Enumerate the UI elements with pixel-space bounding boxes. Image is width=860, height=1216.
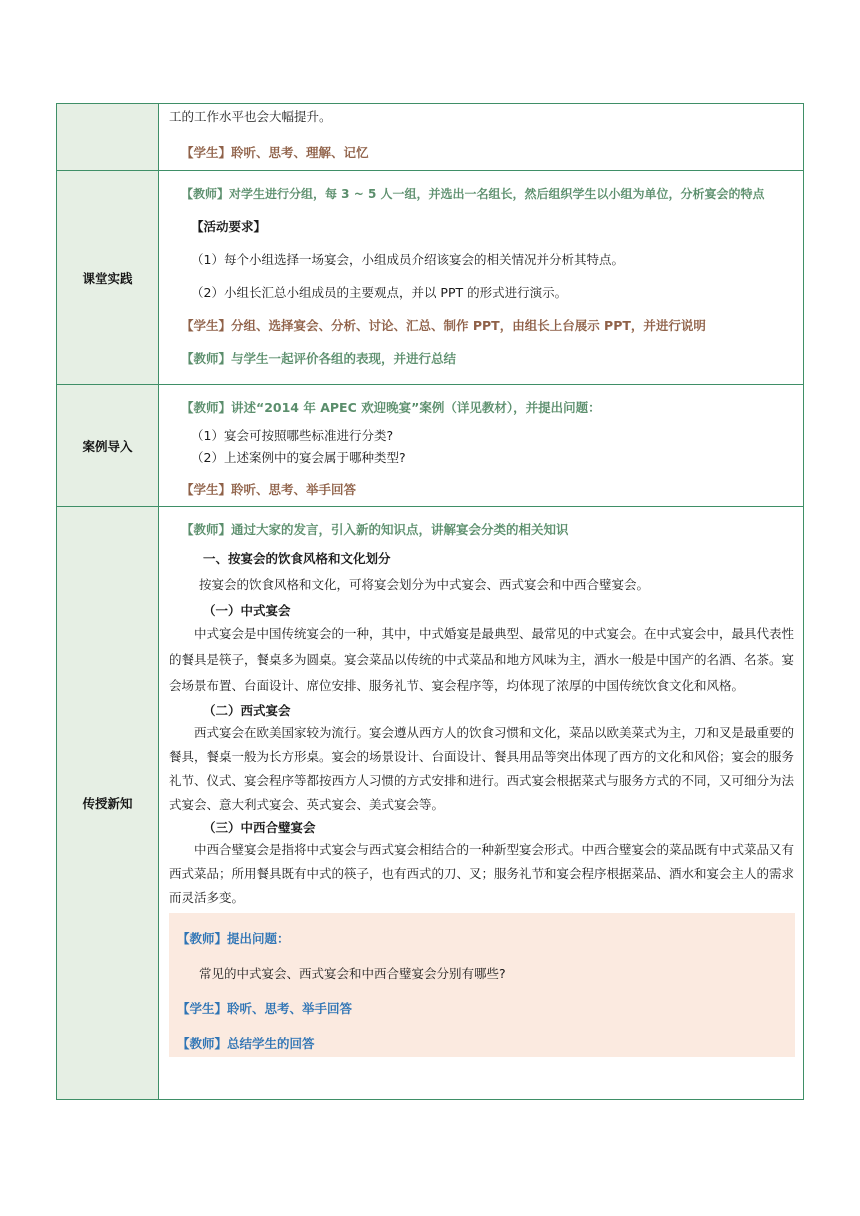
row-content: [159, 385, 804, 507]
requirement-item: （1）每个小组选择一场宴会，小组成员介绍该宴会的相关情况并分析其特点。: [191, 252, 624, 267]
table-row: [57, 104, 804, 171]
intro-paragraph: 按宴会的饮食风格和文化，可将宴会划分为中式宴会、西式宴会和中西合璧宴会。: [199, 577, 650, 592]
activity-requirement-title: 【活动要求】: [191, 219, 267, 234]
table-row: [57, 385, 804, 507]
section-heading: 一、按宴会的饮食风格和文化划分: [203, 551, 391, 566]
row-label-empty: [57, 104, 159, 171]
requirement-item: （2）小组长汇总小组成员的主要观点，并以 PPT 的形式进行演示。: [191, 285, 568, 300]
question-item: （1）宴会可按照哪些标准进行分类?: [191, 428, 394, 443]
row-label-case: 案例导入: [57, 385, 159, 507]
student-activity: 【学生】聆听、思考、举手回答: [181, 482, 357, 497]
teacher-instruction: 【教师】通过大家的发言，引入新的知识点，讲解宴会分类的相关知识: [181, 522, 569, 537]
paragraph: 中式宴会是中国传统宴会的一种，其中，中式婚宴是最典型、最常见的中式宴会。在中式宴会中，最具代表性的餐具是筷子，餐桌多为圆桌。宴会菜品以传统的中式菜品和地方风味为主，酒水一般是中国产的名酒、名茶。宴会场景布置、台面设计、席位安排、服务礼节、宴会程序等，均体现了浓厚的中国传统饮食文化和风格。: [169, 626, 795, 693]
teacher-summary: 【教师】与学生一起评价各组的表现，并进行总结: [181, 351, 457, 366]
student-activity: 【学生】聆听、思考、举手回答: [177, 1001, 353, 1016]
subsection-heading: （二）西式宴会: [203, 703, 291, 718]
student-activity: 【学生】聆听、思考、理解、记忆: [181, 145, 369, 160]
subsection-heading: （一）中式宴会: [203, 603, 291, 618]
paragraph: 西式宴会在欧美国家较为流行。宴会遵从西方人的饮食习惯和文化，菜品以欧美菜式为主，刀和叉是最重要的餐具，餐桌一般为长方形桌。宴会的场景设计、台面设计、餐具用品等突出体现了西方的文化和风俗；宴会的服务礼节、仪式、宴会程序等都按西方人习惯的方式安排和进行。西式宴会根据菜式与服务方式的不同，又可细分为法式宴会、意大利式宴会、英式宴会、美式宴会等。: [169, 725, 795, 812]
paragraph: 中西合璧宴会是指将中式宴会与西式宴会相结合的一种新型宴会形式。中西合璧宴会的菜品既有中式菜品又有西式菜品；所用餐具既有中式的筷子，也有西式的刀、叉；服务礼节和宴会程序根据菜品、酒水和宴会主人的需求而灵活多变。: [169, 842, 795, 905]
row-label-practice: 课堂实践: [57, 171, 159, 385]
teacher-summary: 【教师】总结学生的回答: [177, 1036, 315, 1051]
continuation-text: 工的工作水平也会大幅提升。: [169, 109, 332, 124]
row-content: [159, 104, 804, 171]
teacher-instruction: 【教师】对学生进行分组，每 3 ~ 5 人一组，并选出一名组长，然后组织学生以小组为单位，分析宴会的特点: [181, 187, 765, 201]
teacher-instruction: 【教师】讲述“2014 年 APEC 欢迎晚宴”案例（详见教材），并提出问题：: [181, 400, 601, 415]
table-row: [57, 507, 804, 1100]
table-row: [57, 171, 804, 385]
question-item: （2）上述案例中的宴会属于哪种类型?: [191, 450, 406, 465]
teacher-question-label: 【教师】提出问题：: [177, 931, 290, 946]
lesson-plan-table: [56, 103, 804, 1100]
question-box: [169, 913, 795, 1057]
student-activity: 【学生】分组、选择宴会、分析、讨论、汇总、制作 PPT，由组长上台展示 PPT，并进行说明: [181, 318, 706, 333]
question-text: 常见的中式宴会、西式宴会和中西合璧宴会分别有哪些?: [199, 966, 506, 981]
row-label-teaching: 传授新知: [57, 507, 159, 1100]
row-content: [159, 507, 804, 1100]
row-content: [159, 171, 804, 385]
subsection-heading: （三）中西合璧宴会: [203, 820, 316, 835]
